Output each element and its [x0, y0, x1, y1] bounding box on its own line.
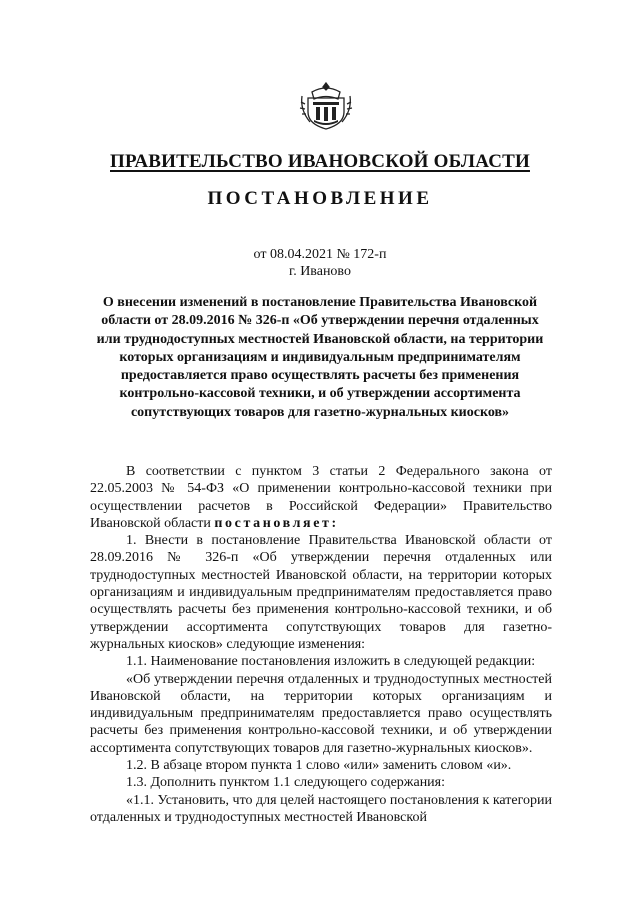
document-meta: [0, 246, 640, 280]
government-name: ПРАВИТЕЛЬСТВО ИВАНОВСКОЙ ОБЛАСТИ: [110, 151, 530, 172]
paragraph-1-2: 1.2. В абзаце втором пункта 1 слово «или» заменить словом «и».: [126, 758, 512, 774]
date-number: от 08.04.2021 № 172-п: [253, 247, 387, 262]
paragraph-1-3-quote: «1.1. Установить, что для целей настоящего постановления к категории отдаленных и труднодоступных местностей Ивановской: [90, 792, 552, 825]
document-type: ПОСТАНОВЛЕНИЕ: [207, 188, 433, 209]
document-body: [90, 463, 552, 826]
paragraph-1-1-quote: «Об утверждении перечня отдаленных и труднодоступных местностей Ивановской области, на территории которых организациям и индивидуальным предпринимателям предоставляется право осуществлять расчеты без применения контрольно-кассовой техники, и об утверждении ассортимента сопутствующих товаров для газетно-журнальных киосков».: [90, 671, 552, 756]
intro-paragraph: В соответствии с пунктом 3 статьи 2 Федерального закона от 22.05.2003 № 54-ФЗ «О применении контрольно-кассовой техники при осуществлении расчетов в Российской Федерации» Правительство Ивановской области постановляет:: [90, 464, 552, 531]
paragraph-1: 1. Внести в постановление Правительства Ивановской области от 28.09.2016 № 326-п «Об утверждении перечня отдаленных или труднодоступных местностей Ивановской области, на территории которых организациям и индивидуальным предпринимателям предоставляется право осуществлять расчеты без применения контрольно-кассовой техники, и об утверждении ассортимента сопутствующих товаров для газетно-журнальных киосков» следующие изменения:: [90, 533, 552, 652]
paragraph-1-3: 1.3. Дополнить пунктом 1.1 следующего содержания:: [126, 775, 446, 791]
coat-of-arms-icon: [298, 80, 354, 132]
paragraph-1-1: 1.1. Наименование постановления изложить в следующей редакции:: [126, 654, 536, 670]
decrees-word: постановляет:: [214, 515, 339, 531]
document-title: О внесении изменений в постановление Правительства Ивановской области от 28.09.2016 № 326-п «Об утверждении перечня отдаленных или труднодоступных местностей Ивановской области, на территории которых организациям и индивидуальным предпринимателям предоставляется право осуществлять расчеты без применения контрольно-кассовой техники, и об утверждении ассортимента сопутствующих товаров для газетно-журнальных киосков»: [96, 295, 544, 420]
city: г. Иваново: [289, 264, 351, 279]
